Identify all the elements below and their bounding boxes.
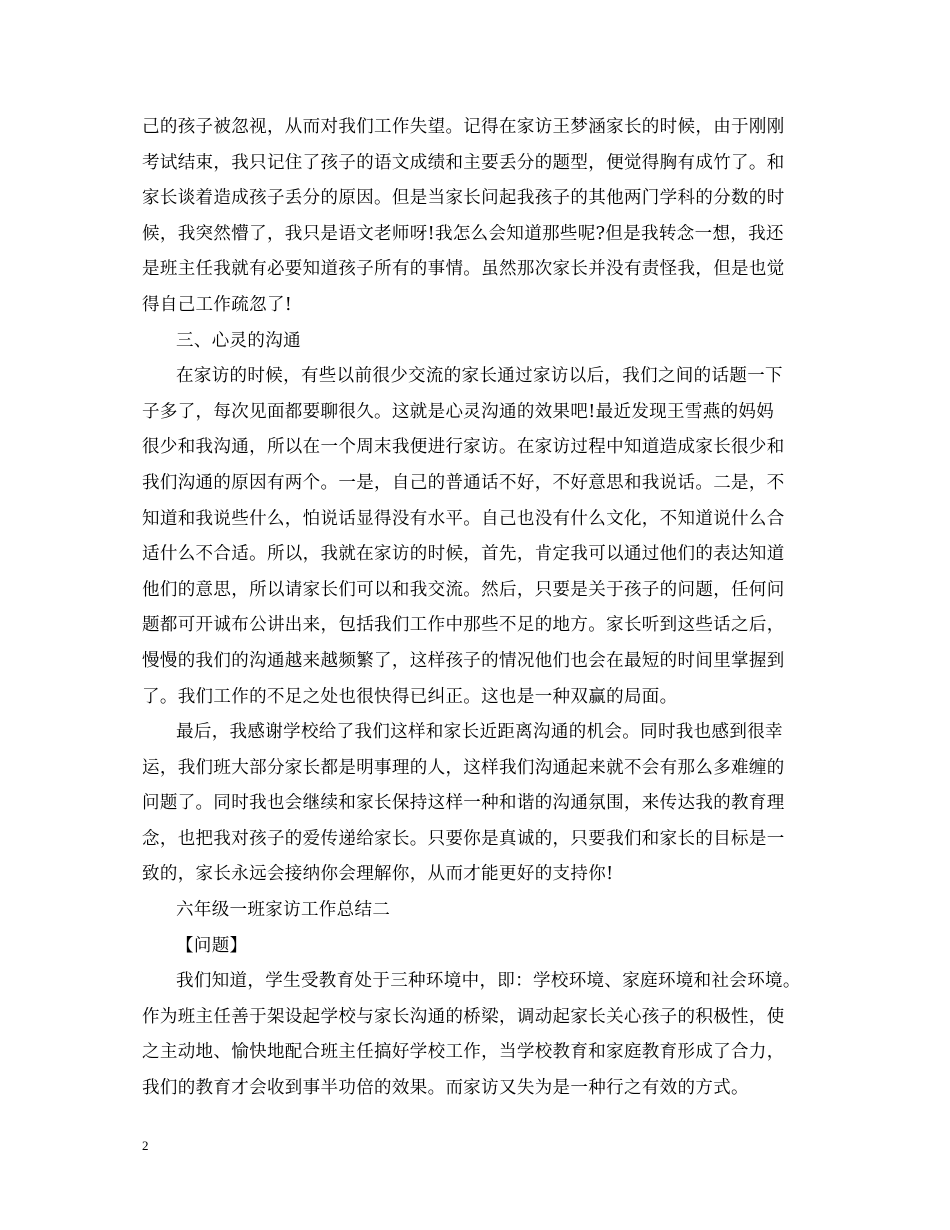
text-line: 家长谈着造成孩子丢分的原因。但是当家长问起我孩子的其他两门学科的分数的时: [142, 188, 785, 209]
text-line: 问题了。同时我也会继续和家长保持这样一种和谐的沟通氛围，来传达我的教育理: [142, 793, 785, 814]
text-line: 己的孩子被忽视，从而对我们工作失望。记得在家访王梦涵家长的时候，由于刚刚: [142, 117, 785, 137]
text-line: 三、心灵的沟通: [176, 330, 301, 351]
text-line: 他们的意思，所以请家长们可以和我交流。然后，只要是关于孩子的问题，任何问: [142, 579, 785, 600]
text-line: 在家访的时候，有些以前很少交流的家长通过家访以后，我们之间的话题一下: [176, 366, 783, 387]
text-line: 得自己工作疏忽了!: [142, 294, 293, 315]
text-line: 我们沟通的原因有两个。一是，自己的普通话不好，不好意思和我说话。二是，不: [142, 472, 785, 493]
text-line: 我们知道，学生受教育处于三种环境中，即：学校环境、家庭环境和社会环境。: [176, 971, 801, 992]
text-line: 是班主任我就有必要知道孩子所有的事情。虽然那次家长并没有责怪我，但是也觉: [142, 259, 785, 280]
text-line: 念，也把我对孩子的爱传递给家长。只要你是真诚的，只要我们和家长的目标是一: [142, 828, 785, 849]
text-line: 子多了，每次见面都要聊很久。这就是心灵沟通的效果吧!最近发现王雪燕的妈妈: [142, 401, 775, 422]
text-line: 了。我们工作的不足之处也很快得已纠正。这也是一种双赢的局面。: [142, 686, 678, 707]
text-line: 我们的教育才会收到事半功倍的效果。而家访又失为是一种行之有效的方式。: [142, 1078, 749, 1099]
text-line: 之主动地、愉快地配合班主任搞好学校工作，当学校教育和家庭教育形成了合力，: [142, 1042, 785, 1063]
text-line: 运，我们班大部分家长都是明事理的人，这样我们沟通起来就不会有那么多难缠的: [142, 757, 785, 778]
text-line: 致的，家长永远会接纳你会理解你，从而才能更好的支持你!: [142, 864, 614, 885]
text-line: 六年级一班家访工作总结二: [176, 900, 391, 921]
text-line: 题都可开诚布公讲出来，包括我们工作中那些不足的地方。家长听到这些话之后，: [142, 615, 785, 636]
text-line: 适什么不合适。所以，我就在家访的时候，首先，肯定我可以通过他们的表达知道: [142, 544, 785, 565]
text-line: 考试结束，我只记住了孩子的语文成绩和主要丢分的题型，便觉得胸有成竹了。和: [142, 152, 785, 173]
page-number: 2: [142, 1138, 149, 1153]
text-line: 很少和我沟通，所以在一个周末我便进行家访。在家访过程中知道造成家长很少和: [142, 437, 785, 458]
text-line: 慢慢的我们的沟通越来越频繁了，这样孩子的情况他们也会在最短的时间里掌握到: [142, 650, 785, 671]
text-line: 候，我突然懵了，我只是语文老师呀!我怎么会知道那些呢?但是我转念一想，我还: [142, 223, 784, 244]
document-body: [142, 110, 822, 1107]
text-line: 知道和我说些什么，怕说话显得没有水平。自己也没有什么文化，不知道说什么合: [142, 508, 785, 529]
text-line: 最后，我感谢学校给了我们这样和家长近距离沟通的机会。同时我也感到很幸: [176, 722, 783, 743]
text-line: 作为班主任善于架设起学校与家长沟通的桥梁，调动起家长关心孩子的积极性，使: [142, 1006, 785, 1027]
text-line: 【问题】: [176, 935, 248, 956]
